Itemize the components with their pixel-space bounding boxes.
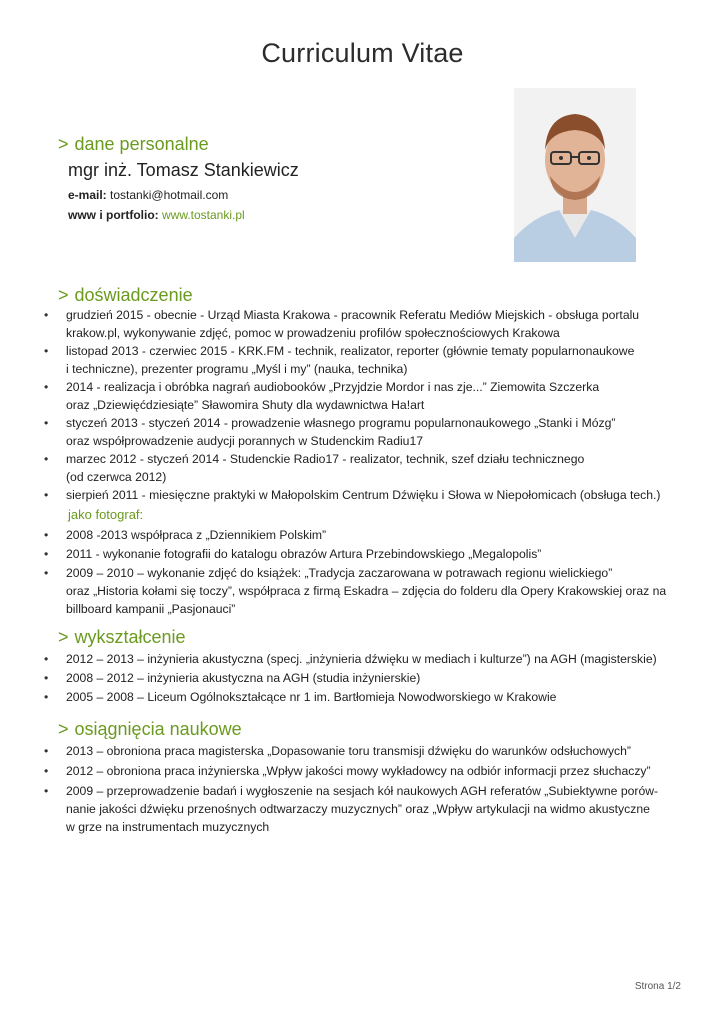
- list-item: [0, 545, 686, 563]
- list-item-line: 2009 – przeprowadzenie badań i wygłoszenie na sesjach kół naukowych AGH referatów „Subiektywne porów-: [66, 784, 659, 798]
- list-item-line: oraz „Dziewięćdziesiąte” Sławomira Shuty dla wydawnictwa Ha!art: [66, 398, 425, 412]
- profile-photo: [514, 88, 636, 262]
- list-item: [0, 378, 686, 414]
- email-value: tostanki@hotmail.com: [110, 188, 229, 202]
- list-item: [0, 526, 686, 544]
- list-item-line: krakow.pl, wykonywanie zdjęć, pomoc w prowadzeniu profilów społecznościowych Krakowa: [66, 326, 560, 340]
- list-item-line: 2012 – 2013 – inżynieria akustyczna (specj. „inżynieria dźwięku w mediach i kulturze”) na AGH (magisterskie): [66, 652, 657, 666]
- bullet-icon: •: [44, 308, 49, 322]
- www-link[interactable]: www.tostanki.pl: [162, 208, 245, 222]
- list-item-line: styczeń 2013 - styczeń 2014 - prowadzenie własnego programu popularnonaukowego „Stanki i Mózg”: [66, 416, 616, 430]
- bullet-icon: •: [44, 652, 49, 666]
- bullet-icon: •: [44, 528, 49, 542]
- list-item: [0, 650, 686, 668]
- bullet-icon: •: [44, 416, 49, 430]
- person-name: mgr inż. Tomasz Stankiewicz: [68, 160, 299, 180]
- bullet-icon: •: [44, 488, 49, 502]
- list-item-line: listopad 2013 - czerwiec 2015 - KRK.FM - technik, realizator, reporter (głównie tematy popularnonaukowe: [66, 344, 635, 358]
- list-item: [0, 762, 686, 780]
- list-item-line: marzec 2012 - styczeń 2014 - Studenckie Radio17 - realizator, technik, szef działu technicznego: [66, 452, 585, 466]
- bullet-icon: •: [44, 452, 49, 466]
- list-item-line: 2012 – obroniona praca inżynierska „Wpływ jakości mowy wykładowcy na odbiór informacji przez słuchaczy”: [66, 764, 651, 778]
- list-item-line: (od czerwca 2012): [66, 470, 167, 484]
- bullet-icon: •: [44, 744, 49, 758]
- section-heading-science: > osiągnięcia naukowe: [58, 719, 242, 739]
- list-item-line: billboard kampanii „Pasjonauci”: [66, 602, 236, 616]
- bullet-icon: •: [44, 344, 49, 358]
- chevron-right-icon: >: [58, 285, 69, 305]
- list-item: [0, 450, 686, 486]
- section-heading-experience: > doświadczenie: [58, 285, 193, 305]
- bullet-icon: •: [44, 764, 49, 778]
- list-item-line: sierpień 2011 - miesięczne praktyki w Małopolskim Centrum Dźwięku i Słowa w Niepołomicach (obsługa tech.): [66, 488, 661, 502]
- list-item-line: 2008 – 2012 – inżynieria akustyczna na AGH (studia inżynierskie): [66, 671, 421, 685]
- list-item: [0, 782, 686, 836]
- bullet-icon: •: [44, 671, 49, 685]
- list-item-line: 2013 – obroniona praca magisterska „Dopasowanie toru transmisji dźwięku do warunków odsłuchowych”: [66, 744, 631, 758]
- list-item-line: 2014 - realizacja i obróbka nagrań audiobooków „Przyjdzie Mordor i nas zje...” Ziemowita Szczerka: [66, 380, 600, 394]
- list-item: [0, 414, 686, 450]
- list-item-line: oraz „Historia kołami się toczy”, współpraca z firmą Eskadra – zdjęcia do folderu dla Opery Krakowskiej oraz na: [66, 584, 667, 598]
- list-item-line: i techniczne), prezenter programu „Myśl i my” (nauka, technika): [66, 362, 408, 376]
- section-heading-education: > wykształcenie: [58, 627, 186, 647]
- list-item-line: 2008 -2013 współpraca z „Dziennikiem Polskim”: [66, 528, 327, 542]
- page-title: Curriculum Vitae: [261, 38, 464, 68]
- bullet-icon: •: [44, 547, 49, 561]
- education-list: [0, 650, 686, 707]
- photographer-list: [0, 526, 686, 619]
- email-line: e-mail: tostanki@hotmail.com: [68, 188, 229, 202]
- list-item: [0, 742, 686, 760]
- section-heading-personal: > dane personalne: [58, 134, 209, 154]
- list-item-line: nanie jakości dźwięku przenośnych odtwarzaczy muzycznych” oraz „Wpływ artykulacji na widmo akustyczne: [66, 802, 650, 816]
- bullet-icon: •: [44, 690, 49, 704]
- bullet-icon: •: [44, 784, 49, 798]
- list-item: [0, 306, 686, 342]
- list-item: [0, 486, 686, 504]
- chevron-right-icon: >: [58, 719, 69, 739]
- list-item: [0, 564, 686, 618]
- list-item: [0, 342, 686, 378]
- list-item-line: 2009 – 2010 – wykonanie zdjęć do książek: „Tradycja zaczarowana w potrawach regionu wielickiego”: [66, 566, 613, 580]
- photographer-subheading: jako fotograf:: [68, 507, 144, 522]
- bullet-icon: •: [44, 380, 49, 394]
- page-number: Strona 1/2: [634, 981, 681, 992]
- bullet-icon: •: [44, 566, 49, 580]
- www-line: www i portfolio: www.tostanki.pl: [68, 208, 245, 222]
- science-list: [0, 742, 686, 838]
- chevron-right-icon: >: [58, 134, 69, 154]
- experience-list: [0, 306, 686, 504]
- list-item: [0, 688, 686, 706]
- list-item-line: 2005 – 2008 – Liceum Ogólnokształcące nr 1 im. Bartłomieja Nowodworskiego w Krakowie: [66, 690, 557, 704]
- list-item-line: grudzień 2015 - obecnie - Urząd Miasta Krakowa - pracownik Referatu Mediów Miejskich - obsługa portalu: [66, 308, 640, 322]
- list-item-line: 2011 - wykonanie fotografii do katalogu obrazów Artura Przebindowskiego „Megalopolis”: [66, 547, 542, 561]
- chevron-right-icon: >: [58, 627, 69, 647]
- list-item-line: w grze na instrumentach muzycznych: [66, 820, 270, 834]
- list-item: [0, 669, 686, 687]
- list-item-line: oraz współprowadzenie audycji porannych w Studenckim Radiu17: [66, 434, 424, 448]
